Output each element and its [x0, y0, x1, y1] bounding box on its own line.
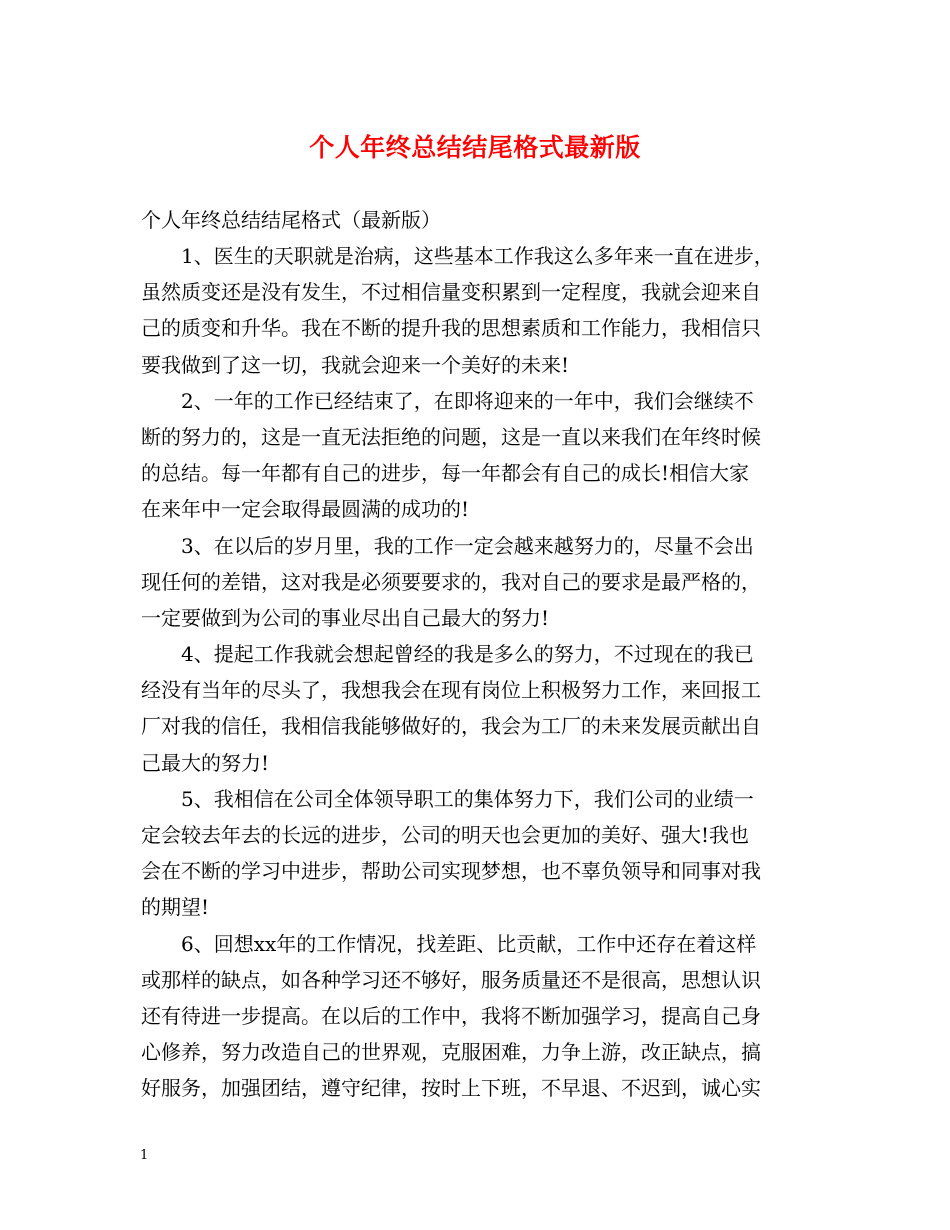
- paragraph-line: 断的努力的，这是一直无法拒绝的问题，这是一直以来我们在年终时候: [141, 424, 761, 449]
- document-subtitle: 个人年终总结结尾格式（最新版）: [141, 208, 441, 232]
- paragraph-line: 的总结。每一年都有自己的进步，每一年都会有自己的成长!相信大家: [141, 461, 750, 486]
- page-number: 1: [140, 1148, 149, 1163]
- paragraph-5: [141, 781, 831, 926]
- paragraph-1: [141, 238, 831, 383]
- paragraph-line: 6、回想xx年的工作情况，找差距、比贡献，工作中还存在着这样: [181, 931, 757, 956]
- paragraph-line: 2、一年的工作已经结束了，在即将迎来的一年中，我们会继续不: [181, 388, 754, 413]
- paragraph-line: 还有待进一步提高。在以后的工作中，我将不断加强学习，提高自己身: [141, 1003, 761, 1028]
- paragraph-line: 1、医生的天职就是治病，这些基本工作我这么多年来一直在进步，: [181, 244, 774, 268]
- paragraph-line: 心修养，努力改造自己的世界观，克服困难，力争上游，改正缺点，搞: [141, 1040, 761, 1065]
- document-body: [141, 202, 831, 1107]
- paragraph-4: [141, 636, 831, 781]
- paragraph-line: 5、我相信在公司全体领导职工的集体努力下，我们公司的业绩一: [181, 786, 754, 811]
- paragraph-line: 会在不断的学习中进步，帮助公司实现梦想，也不辜负领导和同事对我: [141, 859, 761, 884]
- paragraph-line: 经没有当年的尽头了，我想我会在现有岗位上积极努力工作，来回报工: [141, 678, 761, 703]
- paragraph-line: 3、在以后的岁月里，我的工作一定会越来越努力的，尽量不会出: [181, 533, 754, 558]
- paragraph-line: 厂对我的信任，我相信我能够做好的，我会为工厂的未来发展贡献出自: [141, 714, 761, 739]
- paragraph-line: 一定要做到为公司的事业尽出自己最大的努力!: [141, 605, 550, 630]
- paragraph-3: [141, 528, 831, 637]
- paragraph-line: 己最大的努力!: [141, 750, 270, 775]
- paragraph-6: [141, 926, 831, 1107]
- document-title: 个人年终总结结尾格式最新版: [309, 133, 641, 162]
- paragraph-line: 在来年中一定会取得最圆满的成功的!: [141, 497, 470, 522]
- paragraph-line: 好服务，加强团结，遵守纪律，按时上下班，不早退、不迟到，诚心实: [141, 1076, 761, 1101]
- paragraph-line: 现任何的差错，这对我是必须要要求的，我对自己的要求是最严格的，: [141, 569, 761, 594]
- paragraph-line: 己的质变和升华。我在不断的提升我的思想素质和工作能力，我相信只: [141, 316, 761, 341]
- paragraph-line: 定会较去年去的长远的进步，公司的明天也会更加的美好、强大!我也: [141, 823, 750, 847]
- paragraph-line: 要我做到了这一切，我就会迎来一个美好的未来!: [141, 352, 570, 377]
- paragraph-2: [141, 383, 831, 528]
- paragraph-line: 4、提起工作我就会想起曾经的我是多么的努力，不过现在的我已: [181, 642, 754, 667]
- paragraph-line: 虽然质变还是没有发生，不过相信量变积累到一定程度，我就会迎来自: [141, 280, 761, 305]
- paragraph-line: 或那样的缺点，如各种学习还不够好，服务质量还不是很高，思想认识: [141, 967, 761, 992]
- paragraph-line: 的期望!: [141, 895, 210, 920]
